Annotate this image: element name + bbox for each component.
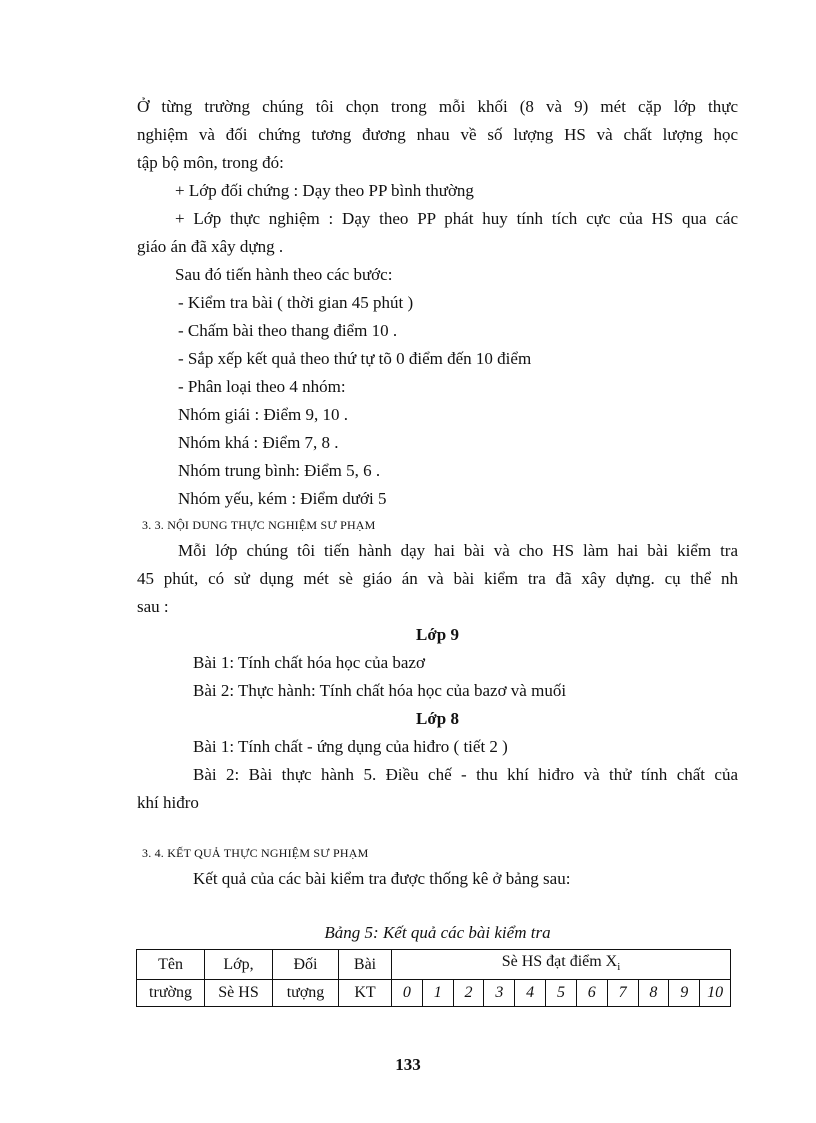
list-item: - Kiểm tra bài ( thời gian 45 phút ) — [178, 293, 414, 312]
header-group-2: tượng — [273, 980, 339, 1007]
paragraph-line: nghiệm và đối chứng tương đương nhau về số lượng HS và chất lượng học — [137, 125, 738, 144]
header-class: Lớp, — [205, 950, 273, 980]
score-3: 3 — [484, 980, 515, 1007]
page-number: 133 — [395, 1055, 421, 1074]
lesson-item: Bài 2: Bài thực hành 5. Điều chế - thu khí hiđro và thử tính chất của — [193, 765, 738, 784]
list-item: + Lớp thực nghiệm : Dạy theo PP phát huy tính tích cực của HS qua các — [175, 209, 738, 228]
paragraph-line: Kết quả của các bài kiểm tra được thống kê ở bảng sau: — [193, 869, 571, 888]
score-9: 9 — [669, 980, 700, 1007]
list-item: Nhóm trung bình: Điểm 5, 6 . — [178, 461, 381, 480]
header-group: Đối — [273, 950, 339, 980]
list-item: Nhóm yếu, kém : Điểm dưới 5 — [178, 489, 387, 508]
header-school: Tên — [137, 950, 205, 980]
paragraph-line: sau : — [137, 597, 169, 616]
lesson-item: Bài 2: Thực hành: Tính chất hóa học của bazơ và muối — [193, 681, 567, 700]
subheading-class-8: Lớp 8 — [416, 709, 459, 728]
paragraph-line: Mỗi lớp chúng tôi tiến hành dạy hai bài và cho HS làm hai bài kiểm tra — [178, 541, 738, 560]
paragraph-line: khí hiđro — [137, 793, 199, 812]
lesson-item: Bài 1: Tính chất - ứng dụng của hiđro ( tiết 2 ) — [193, 737, 508, 756]
score-8: 8 — [638, 980, 669, 1007]
header-scores-label: Sè HS đạt điểm X — [501, 953, 618, 970]
list-item: - Chấm bài theo thang điểm 10 . — [178, 321, 398, 340]
lesson-item: Bài 1: Tính chất hóa học của bazơ — [193, 653, 425, 672]
header-test: Bài — [339, 950, 392, 980]
score-1: 1 — [422, 980, 453, 1007]
score-0: 0 — [392, 980, 423, 1007]
paragraph-line: giáo án đã xây dựng . — [137, 237, 284, 256]
paragraph-line: Ở từng trường chúng tôi chọn trong mỗi khối (8 và 9) mét cặp lớp thực — [137, 97, 738, 116]
header-scores-subscript: i — [617, 961, 621, 974]
subheading-class-9: Lớp 9 — [416, 625, 459, 644]
list-item: - Sắp xếp kết quả theo thứ tự tõ 0 điểm đến 10 điểm — [178, 349, 532, 368]
score-4: 4 — [515, 980, 546, 1007]
paragraph-line: 45 phút, có sử dụng mét sè giáo án và bài kiểm tra đã xây dựng. cụ thể nh — [137, 569, 738, 588]
list-item: Nhóm giái : Điểm 9, 10 . — [178, 405, 348, 424]
section-heading: 3. 4. KẾT QUẢ THỰC NGHIỆM SƯ PHẠM — [142, 846, 369, 860]
list-item: + Lớp đối chứng : Dạy theo PP bình thường — [175, 181, 474, 200]
section-heading: 3. 3. NỘI DUNG THỰC NGHIỆM SƯ PHẠM — [142, 518, 376, 532]
paragraph-line: Sau đó tiến hành theo các bước: — [175, 265, 393, 284]
score-6: 6 — [576, 980, 607, 1007]
score-5: 5 — [546, 980, 577, 1007]
list-item: - Phân loại theo 4 nhóm: — [178, 377, 346, 396]
header-scores — [392, 950, 731, 980]
table-caption: Bảng 5: Kết quả các bài kiểm tra — [324, 923, 551, 942]
header-class-2: Sè HS — [205, 980, 273, 1007]
score-7: 7 — [607, 980, 638, 1007]
list-item: Nhóm khá : Điểm 7, 8 . — [178, 433, 339, 452]
paragraph-line: tập bộ môn, trong đó: — [137, 153, 284, 172]
header-school-2: trường — [137, 980, 205, 1007]
score-10: 10 — [700, 980, 731, 1007]
header-test-2: KT — [339, 980, 392, 1007]
score-2: 2 — [453, 980, 484, 1007]
results-table — [136, 949, 731, 1007]
